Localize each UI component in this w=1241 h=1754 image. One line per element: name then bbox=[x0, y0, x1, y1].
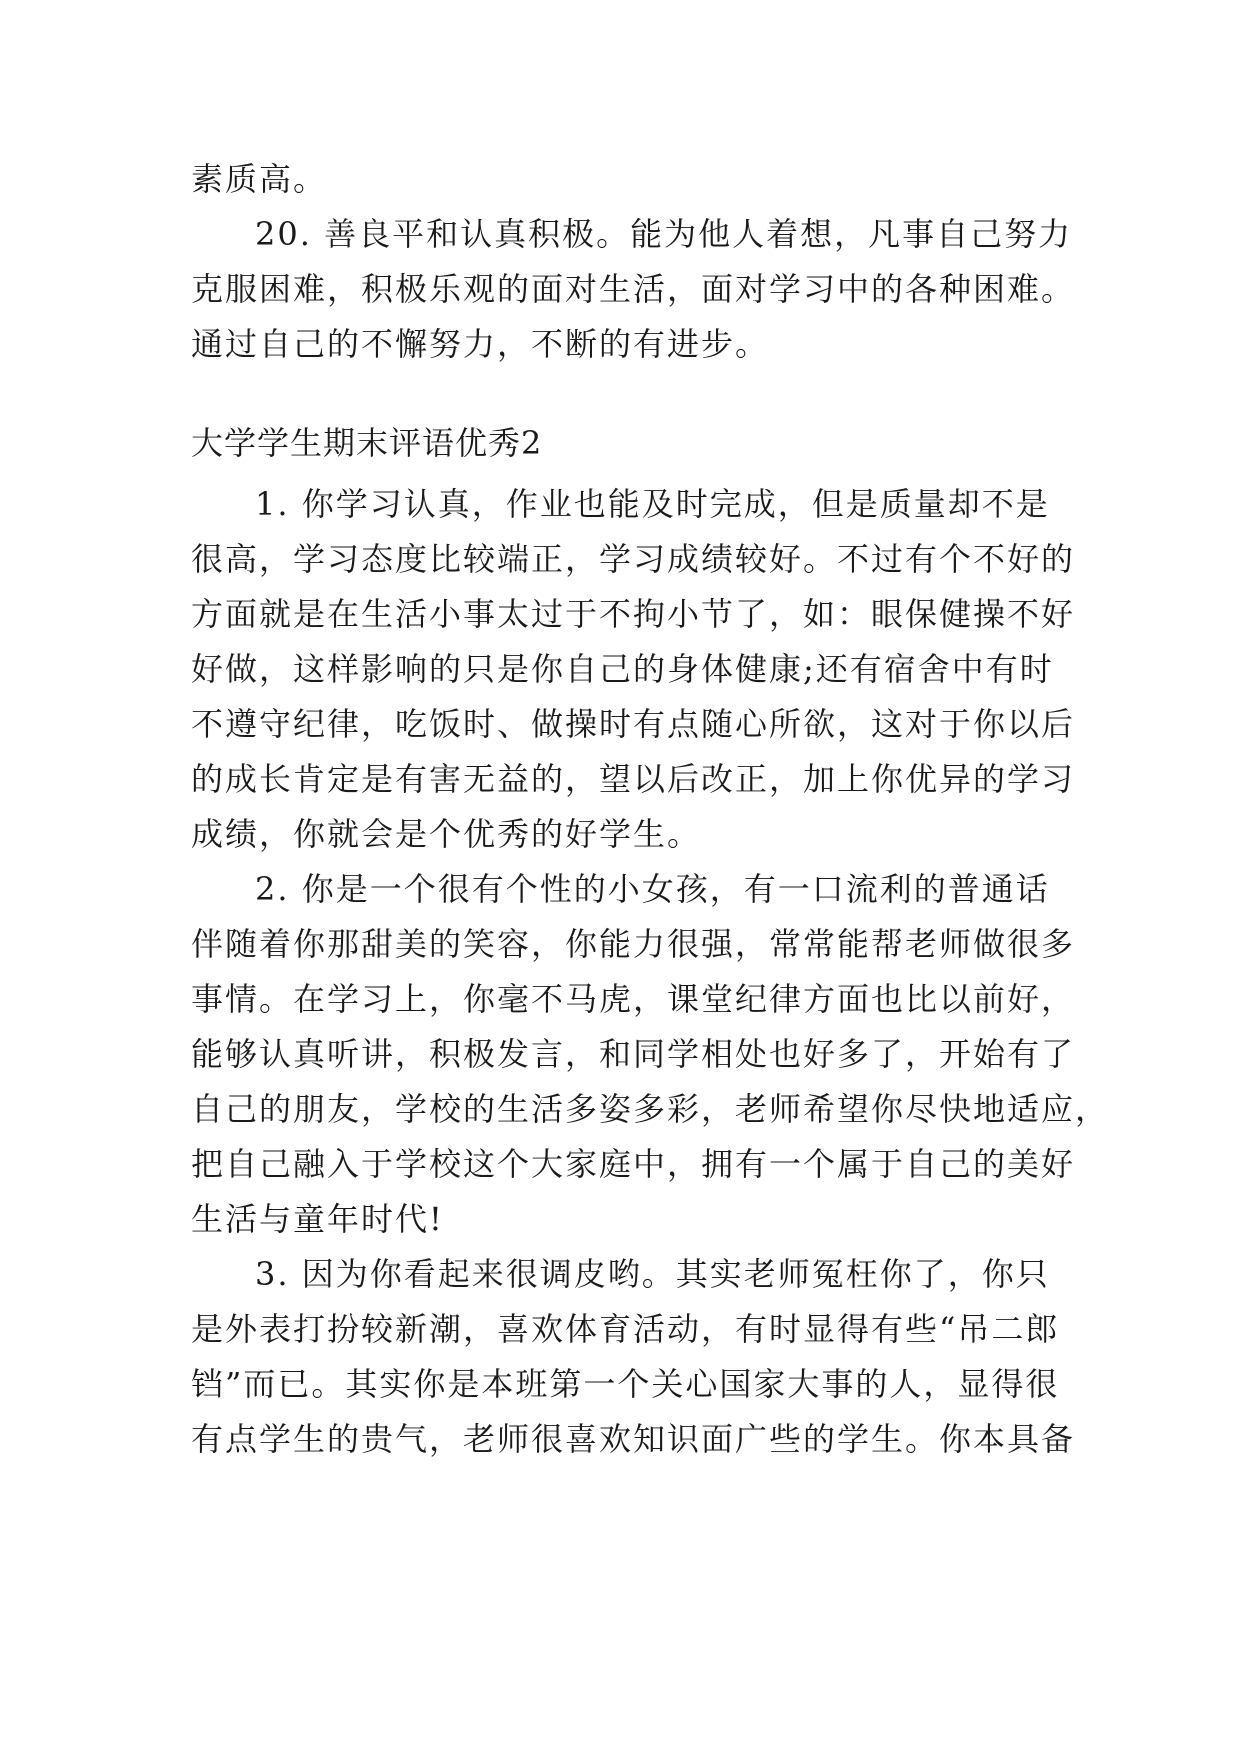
document-page bbox=[191, 152, 1110, 1467]
text-line: 伴随着你那甜美的笑容，你能力很强，常常能帮老师做很多 bbox=[191, 925, 1076, 963]
text-line: 成绩，你就会是个优秀的好学生。 bbox=[191, 815, 702, 853]
text-line: 20. 善良平和认真积极。能为他人着想，凡事自己努力 bbox=[255, 215, 1073, 253]
text-line: 能够认真听讲，积极发言，和同学相处也好多了，开始有了 bbox=[191, 1035, 1076, 1073]
text-line: 生活与童年时代! bbox=[191, 1200, 444, 1238]
continued-paragraph bbox=[191, 152, 1065, 207]
text-line: 铛”而已。其实你是本班第一个关心国家大事的人，显得很 bbox=[191, 1365, 1060, 1403]
text-line: 是外表打扮较新潮，喜欢体育活动，有时显得有些“吊二郎 bbox=[191, 1310, 1060, 1348]
text-line: 2. 你是一个很有个性的小女孩，有一口流利的普通话 bbox=[255, 870, 1050, 908]
section-title: 大学学生期末评语优秀2 bbox=[191, 424, 543, 462]
text-line: 1. 你学习认真，作业也能及时完成，但是质量却不是 bbox=[255, 485, 1050, 523]
text-line: 通过自己的不懈努力，不断的有进步。 bbox=[191, 325, 770, 363]
text-line: 很高，学习态度比较端正，学习成绩较好。不过有个不好的 bbox=[191, 540, 1076, 578]
comment-item-3 bbox=[191, 1247, 1076, 1467]
text-line: 事情。在学习上，你毫不马虎，课堂纪律方面也比以前好， bbox=[191, 980, 1076, 1018]
comment-item-1 bbox=[191, 477, 1076, 862]
text-line: 把自己融入于学校这个大家庭中，拥有一个属于自己的美好 bbox=[191, 1145, 1076, 1183]
text-line: 素质高。 bbox=[191, 160, 328, 198]
text-line: 方面就是在生活小事太过于不拘小节了，如：眼保健操不好 bbox=[191, 595, 1076, 633]
comment-item-20 bbox=[191, 207, 1076, 372]
text-line: 的成长肯定是有害无益的，望以后改正，加上你优异的学习 bbox=[191, 760, 1076, 798]
text-line: 不遵守纪律，吃饭时、做操时有点随心所欲，这对于你以后 bbox=[191, 705, 1076, 743]
text-line: 有点学生的贵气，老师很喜欢知识面广些的学生。你本具备 bbox=[191, 1420, 1076, 1458]
comment-item-2 bbox=[191, 862, 1110, 1247]
text-line: 3. 因为你看起来很调皮哟。其实老师冤枉你了，你只 bbox=[255, 1255, 1050, 1293]
text-line: 自己的朋友，学校的生活多姿多彩，老师希望你尽快地适应， bbox=[191, 1090, 1110, 1128]
text-line: 好做，这样影响的只是你自己的身体健康;还有宿舍中有时 bbox=[191, 650, 1054, 688]
text-line: 克服困难，积极乐观的面对生活，面对学习中的各种困难。 bbox=[191, 270, 1076, 308]
